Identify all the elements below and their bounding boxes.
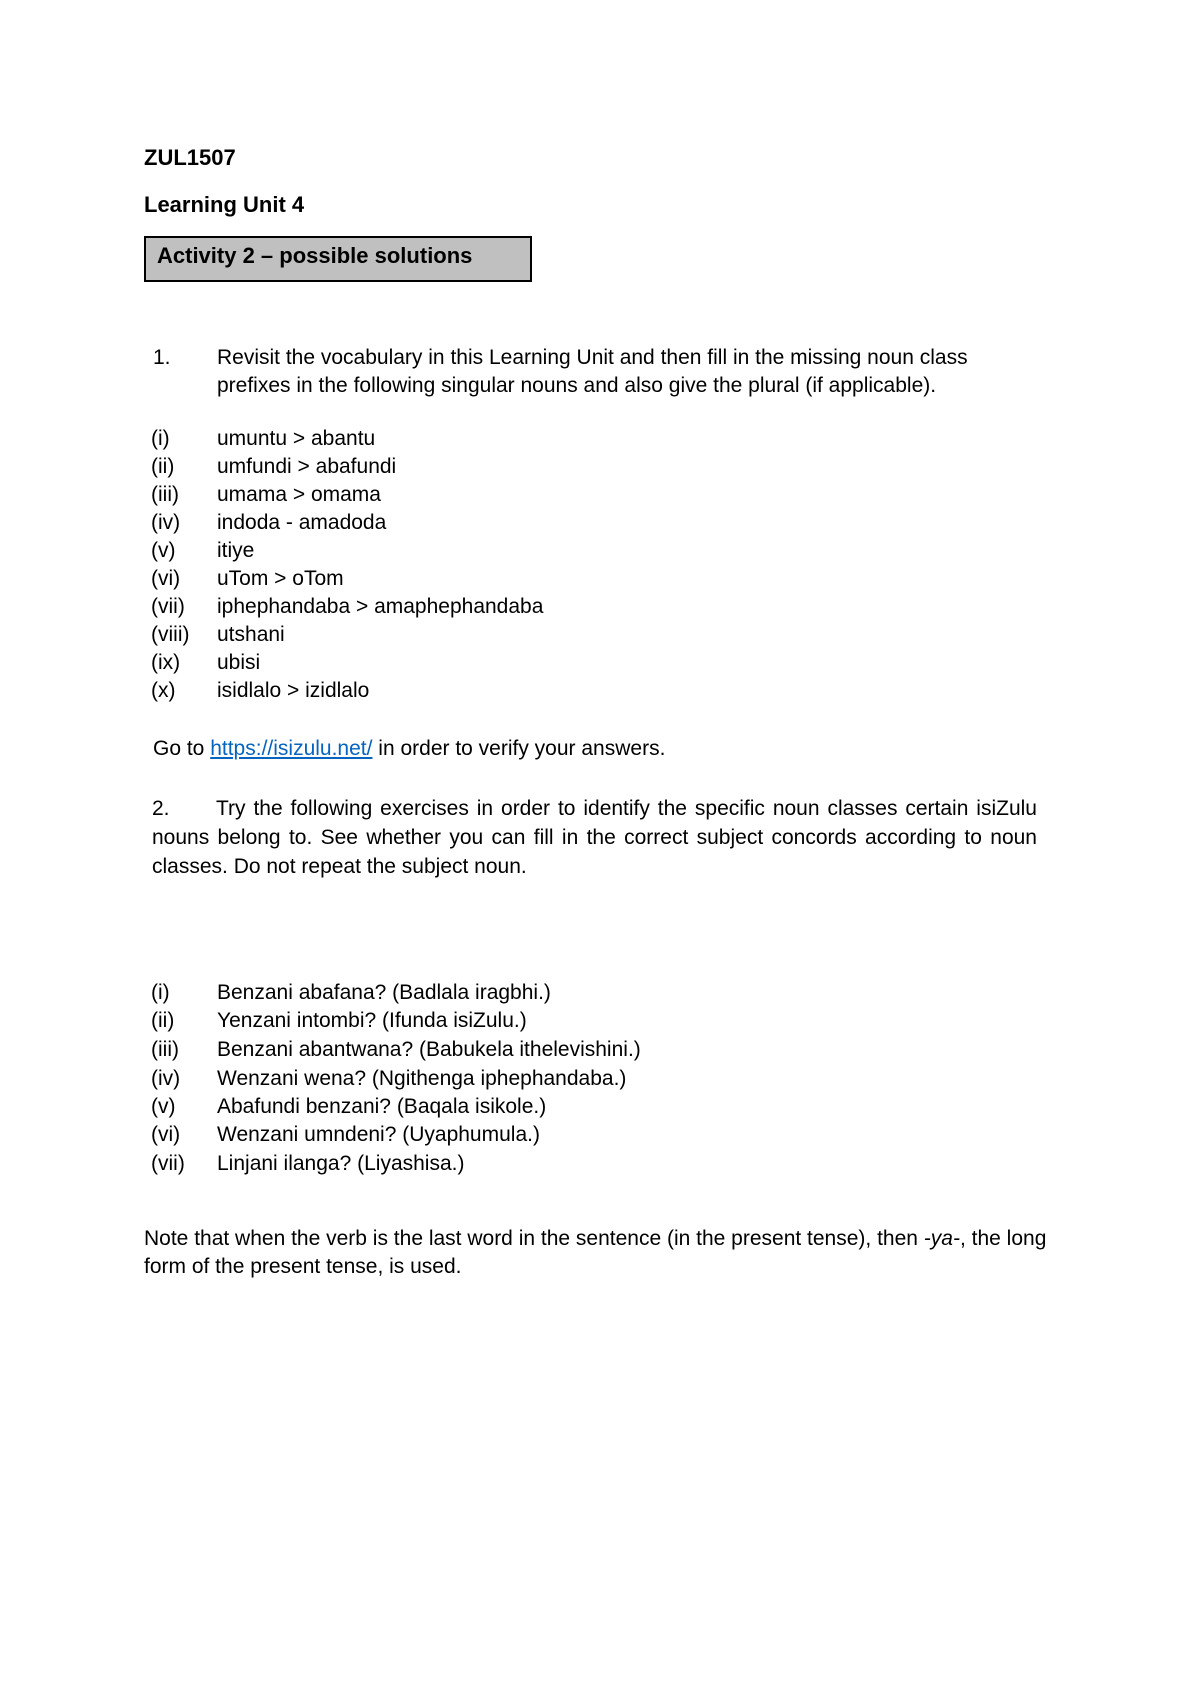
q1-item-text: umfundi > abafundi [217,455,397,478]
verify-answers-line [153,737,665,761]
question-2-text: Try the following exercises in order to identify the specific noun classes certain isiZulu nouns belong to. See whether you can fill in the correct subject concords according to noun classes. Do not repeat the subject noun. [152,797,1037,878]
note-italic-ya: -ya- [923,1227,960,1250]
q1-item-roman: (v) [151,539,176,562]
q2-item-roman: (v) [151,1095,176,1118]
q1-item-roman: (i) [151,427,170,450]
note-text-end: , the long form of the present tense, is used. [144,1227,1047,1278]
course-code: ZUL1507 [144,145,236,170]
q2-item-roman: (iii) [151,1038,179,1061]
q1-item-roman: (ix) [151,651,181,674]
q2-item-text: Wenzani umndeni? (Uyaphumula.) [217,1123,540,1146]
q1-item-text: umuntu > abantu [217,427,376,450]
q2-item-text: Benzani abafana? (Badlala iragbhi.) [217,981,551,1004]
q1-item-roman: (vi) [151,567,181,590]
q1-item-text: umama > omama [217,483,381,506]
q2-item-roman: (vii) [151,1152,185,1175]
q2-item-roman: (i) [151,981,170,1004]
q2-item-text: Abafundi benzani? (Baqala isikole.) [217,1095,547,1118]
question-2-number: 2. [152,797,170,820]
q1-item-text: ubisi [217,651,261,674]
note-text-start: Note that when the verb is the last word in the sentence (in the present tense), then [144,1227,924,1250]
q1-item-text: itiye [217,539,255,562]
q1-item-text: uTom > oTom [217,567,344,590]
question-2-paragraph [152,794,1037,881]
q2-item-roman: (vi) [151,1123,181,1146]
q2-item-roman: (iv) [151,1067,181,1090]
q1-item-roman: (x) [151,679,176,702]
q2-item-text: Benzani abantwana? (Babukela ithelevishini.) [217,1038,641,1061]
learning-unit-heading: Learning Unit 4 [144,192,305,217]
question-1-line-2: prefixes in the following singular nouns and also give the plural (if applicable). [217,374,937,397]
q1-item-roman: (iii) [151,483,179,506]
verify-prefix: Go to [153,737,211,760]
q2-item-roman: (ii) [151,1009,175,1032]
q1-item-roman: (iv) [151,511,181,534]
q1-item-text: indoda - amadoda [217,511,387,534]
question-1-number: 1. [153,346,171,369]
q1-item-roman: (viii) [151,623,190,646]
q1-item-text: isidlalo > izidlalo [217,679,370,702]
question-1-line-1: Revisit the vocabulary in this Learning Unit and then fill in the missing noun class [217,346,968,369]
q2-item-text: Wenzani wena? (Ngithenga iphephandaba.) [217,1067,627,1090]
q1-item-text: utshani [217,623,285,646]
q2-item-text: Linjani ilanga? (Liyashisa.) [217,1152,465,1175]
note-paragraph [144,1225,1059,1281]
q1-item-roman: (ii) [151,455,175,478]
isizulu-link[interactable]: https://isizulu.net/ [210,737,373,760]
q1-item-roman: (vii) [151,595,185,618]
q1-item-text: iphephandaba > amaphephandaba [217,595,544,618]
activity-title-box [144,236,532,282]
activity-title: Activity 2 – possible solutions [157,243,473,268]
q2-item-text: Yenzani intombi? (Ifunda isiZulu.) [217,1009,527,1032]
verify-suffix: in order to verify your answers. [372,737,666,760]
